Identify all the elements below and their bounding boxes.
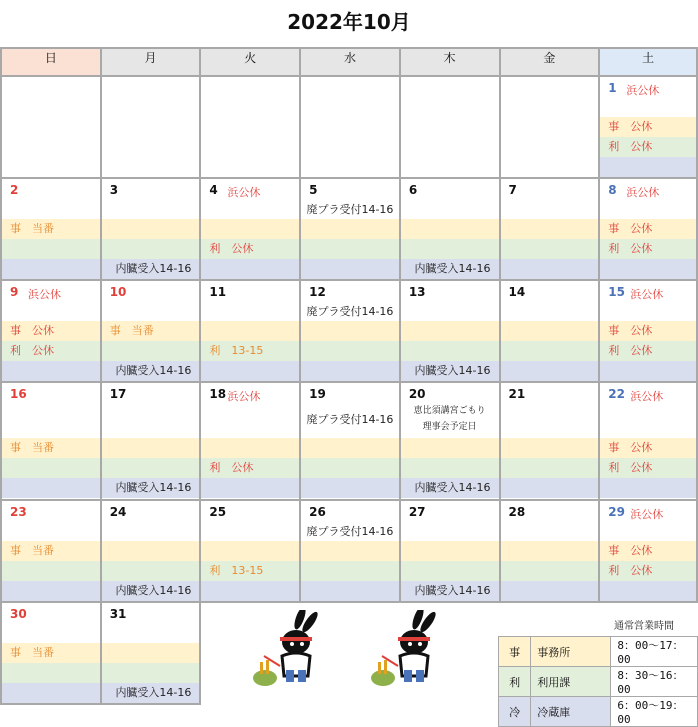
cold-band: 内臓受入14-16: [401, 361, 499, 381]
day-cell-11[interactable]: [200, 280, 300, 382]
day-number: 9: [10, 285, 19, 299]
office-band: [401, 219, 499, 239]
usage-band: [301, 458, 399, 478]
cold-band: 内臓受入14-16: [401, 581, 499, 601]
legend-name: 事務所: [531, 637, 611, 667]
hours-legend: [498, 636, 698, 727]
usage-band: [2, 561, 100, 581]
cold-band: [600, 259, 696, 279]
day-number: 20: [408, 387, 426, 401]
hama-holiday: 浜公休: [630, 508, 664, 521]
day-cell-14[interactable]: [500, 280, 600, 382]
day-number: 6: [408, 183, 418, 197]
day-cell-16[interactable]: [1, 382, 101, 500]
day-cell-empty: [500, 76, 600, 178]
day-number: 8: [608, 183, 617, 197]
day-cell-8[interactable]: [599, 178, 697, 280]
day-number: 29: [608, 505, 625, 519]
cold-band: [201, 361, 299, 381]
day-cell-19[interactable]: [300, 382, 400, 500]
day-cell-4[interactable]: [200, 178, 300, 280]
day-cell-29[interactable]: [599, 500, 697, 602]
weekday-wed: 水: [300, 48, 400, 76]
office-band: 事 公休: [600, 438, 696, 458]
cold-band: [600, 361, 696, 381]
usage-band: [401, 561, 499, 581]
cold-band: 内臓受入14-16: [401, 259, 499, 279]
usage-band: [102, 561, 200, 581]
cold-band: [201, 581, 299, 601]
day-cell-18[interactable]: [200, 382, 300, 500]
day-number: 5: [309, 183, 318, 197]
office-band: [102, 541, 200, 561]
day-cell-empty: [1, 76, 101, 178]
day-number: 12: [309, 285, 326, 299]
office-band: [501, 541, 599, 561]
cold-band: [301, 478, 399, 498]
day-cell-9[interactable]: [1, 280, 101, 382]
plastic-note: 廃プラ受付14-16: [306, 305, 394, 318]
office-band: 事 公休: [600, 541, 696, 561]
cold-band: [2, 683, 100, 703]
usage-band: [301, 239, 399, 259]
usage-band: 利 公休: [201, 458, 299, 478]
day-number: 17: [109, 387, 127, 401]
office-band: [102, 219, 200, 239]
day-number: 21: [508, 387, 526, 401]
legend-row: [499, 697, 698, 727]
cold-band: 内臓受入14-16: [401, 478, 499, 498]
day-number: 24: [109, 505, 127, 519]
hama-holiday: 浜公休: [227, 390, 261, 403]
office-band: 事 当番: [102, 321, 200, 341]
cold-band: [301, 259, 399, 279]
usage-band: [301, 341, 399, 361]
day-cell-2[interactable]: [1, 178, 101, 280]
cold-band: [201, 259, 299, 279]
cold-band: [201, 478, 299, 498]
day-number: 7: [508, 183, 517, 197]
day-cell-30[interactable]: [1, 602, 101, 704]
usage-band: 利 公休: [600, 239, 696, 259]
office-band: [301, 321, 399, 341]
day-cell-24[interactable]: [101, 500, 201, 602]
cold-band: 内臓受入14-16: [102, 478, 200, 498]
day-number: 28: [508, 505, 526, 519]
hama-holiday: 浜公休: [626, 84, 660, 97]
day-cell-10[interactable]: [101, 280, 201, 382]
usage-band: 利 13-15: [201, 561, 299, 581]
legend-key: 事: [499, 637, 531, 667]
usage-band: [401, 239, 499, 259]
cold-band: [600, 157, 696, 177]
day-cell-17[interactable]: [101, 382, 201, 500]
cold-band: [501, 361, 599, 381]
office-band: [501, 321, 599, 341]
office-band: [102, 643, 200, 663]
day-number: 4: [209, 183, 218, 197]
rabbit-mascot-icon: [368, 610, 448, 688]
office-band: [401, 541, 499, 561]
day-cell-15[interactable]: [599, 280, 697, 382]
usage-band: [301, 561, 399, 581]
office-band: [201, 438, 299, 458]
day-number: 13: [408, 285, 426, 299]
usage-band: 利 公休: [201, 239, 299, 259]
legend-key: 冷: [499, 697, 531, 727]
day-cell-27[interactable]: [400, 500, 500, 602]
day-cell-21[interactable]: [500, 382, 600, 500]
day-cell-7[interactable]: [500, 178, 600, 280]
day-cell-1[interactable]: [599, 76, 697, 178]
office-band: 事 公休: [2, 321, 100, 341]
usage-band: [102, 239, 200, 259]
day-number: 31: [109, 607, 127, 621]
office-band: 事 公休: [600, 219, 696, 239]
calendar-grid: [0, 47, 698, 705]
hama-holiday: 浜公休: [626, 186, 660, 199]
hama-holiday: 浜公休: [630, 288, 664, 301]
day-cell-20[interactable]: [400, 382, 500, 500]
rabbit-mascot-icon: [250, 610, 330, 688]
day-cell-26[interactable]: [300, 500, 400, 602]
day-number: 3: [109, 183, 119, 197]
cold-band: 内臓受入14-16: [102, 361, 200, 381]
usage-band: 利 公休: [600, 137, 696, 157]
usage-band: 利 公休: [600, 458, 696, 478]
legend-row: [499, 637, 698, 667]
cold-band: [501, 259, 599, 279]
office-band: [401, 321, 499, 341]
cold-band: [2, 581, 100, 601]
legend-title: 通常営業時間: [614, 621, 674, 632]
day-number: 26: [309, 505, 326, 519]
weekday-tue: 火: [200, 48, 300, 76]
legend-row: [499, 667, 698, 697]
cold-band: [600, 478, 696, 498]
event-note: 恵比須講宮ごもり: [413, 406, 486, 416]
day-number: 14: [508, 285, 526, 299]
usage-band: [501, 239, 599, 259]
page-title: 2022年10月: [287, 10, 411, 34]
day-cell-5[interactable]: [300, 178, 400, 280]
day-cell-12[interactable]: [300, 280, 400, 382]
cold-band: 内臓受入14-16: [102, 683, 200, 703]
usage-band: 利 公休: [2, 341, 100, 361]
legend-name: 冷蔵庫: [531, 697, 611, 727]
office-band: 事 当番: [2, 541, 100, 561]
plastic-note: 廃プラ受付14-16: [306, 203, 394, 216]
weekday-fri: 金: [500, 48, 600, 76]
day-cell-empty: [101, 76, 201, 178]
day-number: 30: [10, 607, 27, 621]
office-band: 事 公休: [600, 321, 696, 341]
hama-holiday: 浜公休: [28, 288, 61, 301]
legend-key: 利: [499, 667, 531, 697]
weekday-sat: 土: [599, 48, 697, 76]
event-note: 理事会予定日: [422, 422, 477, 432]
office-band: [301, 219, 399, 239]
day-number: 2: [10, 183, 19, 197]
day-number: 15: [608, 285, 625, 299]
cold-band: [2, 478, 100, 498]
usage-band: 利 公休: [600, 561, 696, 581]
office-band: [401, 438, 499, 458]
office-band: [501, 438, 599, 458]
office-band: [301, 541, 399, 561]
legend-time: 8：30～16：00: [611, 667, 698, 697]
usage-band: [2, 663, 100, 683]
cold-band: [501, 478, 599, 498]
day-number: 27: [408, 505, 426, 519]
office-band: 事 当番: [2, 219, 100, 239]
day-cell-22[interactable]: [599, 382, 697, 500]
hama-holiday: 浜公休: [227, 186, 261, 199]
usage-band: 利 13-15: [201, 341, 299, 361]
usage-band: [501, 341, 599, 361]
office-band: 事 当番: [2, 438, 100, 458]
day-cell-25[interactable]: [200, 500, 300, 602]
weekday-thu: 木: [400, 48, 500, 76]
day-number: 1: [608, 81, 617, 95]
legend-time: 6：00～19：00: [611, 697, 698, 727]
cold-band: [501, 581, 599, 601]
usage-band: [102, 663, 200, 683]
office-band: [201, 541, 299, 561]
office-band: [201, 219, 299, 239]
office-band: [501, 219, 599, 239]
cold-band: [2, 259, 100, 279]
day-cell-empty: [300, 76, 400, 178]
usage-band: [2, 239, 100, 259]
day-number: 18: [209, 387, 227, 401]
weekday-header: [1, 48, 697, 76]
day-cell-23[interactable]: [1, 500, 101, 602]
cold-band: 内臓受入14-16: [102, 581, 200, 601]
cold-band: [600, 581, 696, 601]
cold-band: [301, 361, 399, 381]
weekday-sun: 日: [1, 48, 101, 76]
day-number: 23: [10, 505, 27, 519]
day-number: 10: [109, 285, 127, 299]
usage-band: [401, 458, 499, 478]
cold-band: 内臓受入14-16: [102, 259, 200, 279]
day-cell-empty: [200, 76, 300, 178]
day-number: 19: [309, 387, 326, 401]
day-number: 16: [10, 387, 27, 401]
usage-band: [2, 458, 100, 478]
office-band: [201, 321, 299, 341]
weekday-mon: 月: [101, 48, 201, 76]
day-cell-empty: [400, 76, 500, 178]
usage-band: [401, 341, 499, 361]
office-band: 事 当番: [2, 643, 100, 663]
usage-band: [102, 458, 200, 478]
cold-band: [2, 361, 100, 381]
usage-band: [501, 458, 599, 478]
office-band: 事 公休: [600, 117, 696, 137]
usage-band: 利 公休: [600, 341, 696, 361]
day-number: 25: [209, 505, 227, 519]
day-cell-13[interactable]: [400, 280, 500, 382]
day-cell-28[interactable]: [500, 500, 600, 602]
plastic-note: 廃プラ受付14-16: [306, 413, 394, 426]
day-cell-3[interactable]: [101, 178, 201, 280]
plastic-note: 廃プラ受付14-16: [306, 525, 394, 538]
hama-holiday: 浜公休: [630, 390, 664, 403]
office-band: [301, 438, 399, 458]
usage-band: [102, 341, 200, 361]
usage-band: [501, 561, 599, 581]
day-number: 11: [209, 285, 227, 299]
day-cell-31[interactable]: [101, 602, 201, 704]
day-cell-6[interactable]: [400, 178, 500, 280]
office-band: [102, 438, 200, 458]
cold-band: [301, 581, 399, 601]
day-number: 22: [608, 387, 625, 401]
legend-name: 利用課: [531, 667, 611, 697]
legend-time: 8：00～17：00: [611, 637, 698, 667]
